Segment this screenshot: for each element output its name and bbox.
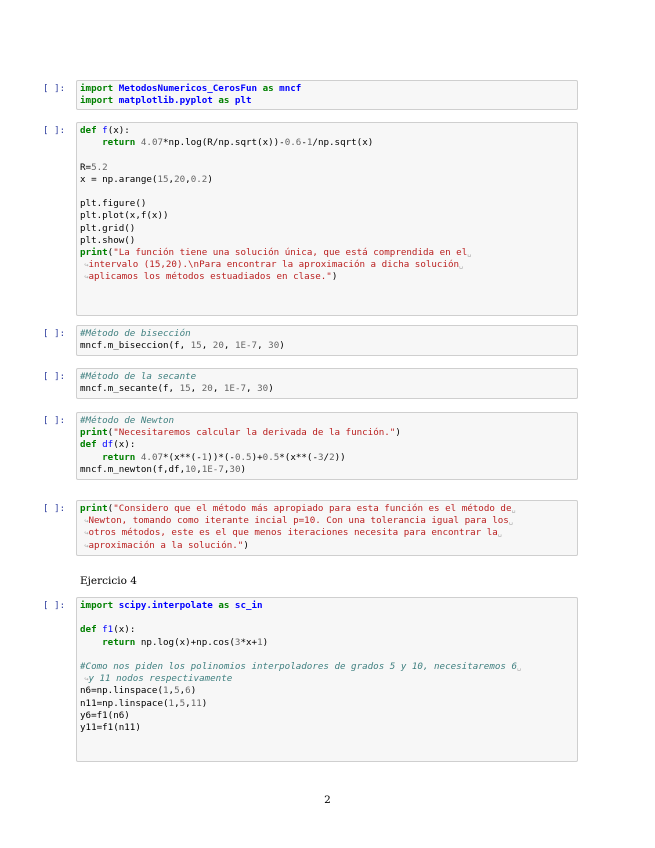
code-line (80, 503, 574, 515)
code-token: as (212, 95, 235, 107)
code-token: intervalo (15,20).\nPara encontrar la aproximación a dicha solución (88, 259, 460, 271)
code-line (80, 162, 574, 174)
code-token: 10 (185, 463, 197, 475)
code-token: 3 (318, 451, 324, 463)
code-token: )+ (251, 451, 263, 463)
code-line (80, 673, 574, 685)
code-line (80, 427, 574, 439)
code-token: ) (331, 271, 338, 283)
code-token: #Método de la secante (80, 371, 197, 382)
cell-prompt: [ ]: (43, 83, 66, 94)
code-token: otros métodos, este es el que menos iteraciones necesita para encontrar la (88, 527, 498, 539)
code-token: *(x**(- (163, 451, 202, 463)
code-token: , (185, 697, 191, 709)
code-token: , (185, 173, 191, 185)
code-line (80, 515, 574, 527)
code-token: , (257, 340, 269, 352)
code-body[interactable] (80, 371, 574, 395)
code-token: df (102, 439, 114, 451)
code-cell-imports[interactable] (43, 80, 578, 110)
code-token: mncf.m_biseccion(f, (80, 340, 191, 352)
code-cell-newton[interactable] (43, 412, 578, 480)
code-line (80, 600, 574, 612)
code-token: aplicamos los métodos estuadiados en clase." (88, 271, 332, 283)
code-line (80, 685, 574, 697)
cell-prompt: [ ]: (43, 600, 66, 611)
code-token: 30 (229, 463, 241, 475)
code-line (80, 661, 574, 673)
code-token: plt.show() (80, 234, 136, 246)
code-token: def (80, 439, 103, 451)
code-token: matplotlib.pyplot (118, 95, 213, 107)
code-token (80, 637, 102, 648)
code-line (80, 149, 574, 161)
code-token: plt.plot(x,f(x)) (80, 210, 169, 222)
code-token (80, 137, 102, 148)
code-token: as (212, 600, 235, 611)
cell-prompt: [ ]: (43, 328, 66, 339)
code-token: 20 (212, 340, 224, 352)
code-token: 15 (179, 383, 191, 395)
code-token: scipy.interpolate (118, 600, 213, 611)
code-token: 3 (234, 636, 241, 648)
code-token: plt (234, 95, 252, 107)
code-token: print (80, 427, 108, 439)
code-line (80, 624, 574, 636)
code-line (80, 83, 574, 95)
code-line (80, 223, 574, 235)
code-token (80, 452, 102, 463)
code-token: aproximación a la solución." (88, 539, 244, 551)
code-line (80, 328, 574, 340)
code-token: 5.2 (91, 161, 108, 173)
code-line (80, 259, 574, 271)
code-body[interactable] (80, 328, 574, 352)
code-token: (x): (107, 125, 130, 136)
code-line (80, 198, 574, 210)
code-line (80, 540, 574, 552)
code-token: ␣ (497, 529, 502, 538)
code-token: ↪ (80, 675, 89, 684)
code-token: ) (201, 697, 208, 709)
code-line (80, 247, 574, 259)
code-token: f (102, 125, 108, 136)
code-token: ( (107, 246, 114, 258)
code-token: ␣ (467, 248, 472, 257)
code-token: import (80, 600, 119, 611)
code-cell-interpolate[interactable] (43, 597, 578, 762)
code-token: *(x**(- (279, 451, 318, 463)
code-token: #Como nos piden los polinomios interpoladores de grados 5 y 10, necesitaremos 6 (80, 660, 517, 672)
code-token: ) (268, 383, 274, 395)
code-token: mncf.m_secante(f, (80, 383, 180, 395)
code-token: def (80, 125, 103, 136)
code-token: , (179, 685, 186, 697)
code-token: ␣ (511, 505, 516, 513)
code-body[interactable] (80, 83, 574, 107)
code-token: )) (334, 451, 346, 463)
section-heading: Ejercicio 4 (80, 575, 137, 587)
code-line (80, 415, 574, 427)
code-token: 6 (185, 685, 191, 697)
code-body[interactable] (80, 125, 574, 283)
code-token: ↪ (80, 273, 89, 282)
code-token: 1 (257, 636, 263, 648)
code-body[interactable] (80, 415, 574, 476)
code-token: , (174, 697, 180, 709)
code-token: ) (207, 173, 213, 185)
code-token: 1E-7 (201, 463, 224, 475)
code-token: , (212, 383, 224, 395)
code-token: , (196, 463, 202, 475)
code-line (80, 95, 574, 107)
code-token: 0.5 (234, 451, 252, 463)
code-token: import (80, 83, 119, 94)
code-token: , (223, 340, 235, 352)
code-line (80, 210, 574, 222)
code-token: *x+ (240, 636, 258, 648)
code-token: ( (107, 427, 114, 439)
code-body[interactable] (80, 600, 574, 734)
code-token: ↪ (80, 517, 89, 526)
code-token: plt.grid() (80, 222, 136, 234)
code-line (80, 612, 574, 624)
code-token: return (102, 137, 141, 149)
code-token: 4.07 (140, 451, 164, 463)
code-token: 15 (157, 173, 169, 185)
cell-prompt: [ ]: (43, 503, 66, 514)
code-token: (x): (113, 439, 136, 451)
code-token: "La función tiene una solución única, que está comprendida en el (113, 246, 468, 258)
code-token: y6=f1(n6) (80, 709, 130, 721)
code-line (80, 722, 574, 734)
code-token: 1E-7 (234, 340, 258, 352)
code-token: plt.figure() (80, 198, 147, 210)
code-token: ) (395, 427, 401, 439)
code-token: , (168, 173, 175, 185)
code-token: 15 (190, 340, 202, 352)
code-line (80, 710, 574, 722)
code-token: , (246, 383, 258, 395)
code-token: 11 (190, 697, 202, 709)
code-line (80, 340, 574, 352)
code-token: 0.2 (190, 173, 208, 185)
code-token: MetodosNumericos_CerosFun (118, 83, 258, 94)
code-token: y 11 nodos respectivamente (88, 673, 233, 685)
code-token: 5 (174, 685, 180, 697)
code-token: R= (80, 161, 92, 173)
code-line (80, 698, 574, 710)
code-token: 0.6 (284, 137, 302, 149)
code-token: ↪ (80, 529, 89, 538)
code-cell-function-plot[interactable] (43, 122, 578, 316)
code-token: (x): (113, 624, 136, 636)
code-token: 30 (257, 383, 269, 395)
code-token: 1 (168, 697, 175, 709)
code-token: ↪ (80, 261, 89, 270)
code-token: 1 (162, 685, 169, 697)
code-token: ␣ (516, 662, 522, 671)
code-line (80, 383, 574, 395)
code-token: ) (262, 636, 269, 648)
code-token: import (80, 95, 119, 107)
code-line (80, 125, 574, 137)
code-line (80, 174, 574, 186)
code-token: ) (243, 539, 249, 551)
code-token: ) (190, 685, 197, 697)
code-token: print (80, 503, 108, 514)
code-line (80, 235, 574, 247)
code-line (80, 637, 574, 649)
code-line (80, 527, 574, 539)
code-token: print (80, 246, 108, 258)
code-line (80, 271, 574, 283)
code-token: ↪ (80, 541, 89, 550)
code-body[interactable] (80, 503, 574, 552)
code-line (80, 464, 574, 476)
code-line (80, 371, 574, 383)
code-token: 30 (268, 340, 280, 352)
code-token: sc_in (234, 600, 263, 611)
code-cell-biseccion[interactable] (43, 325, 578, 356)
code-token: ␣ (508, 517, 514, 526)
code-token: /np.sqrt(x) (312, 137, 374, 149)
code-line (80, 137, 574, 149)
code-line (80, 649, 574, 661)
cell-prompt: [ ]: (43, 125, 66, 136)
code-token: , (190, 383, 202, 395)
code-token: #Método de Newton (80, 415, 175, 426)
code-token: def (80, 624, 103, 636)
code-token: mncf (279, 83, 302, 94)
code-token: , (168, 685, 175, 697)
page-number: 2 (324, 794, 331, 806)
code-line (80, 452, 574, 464)
code-token: "Considero que el método más apropiado para esta función es el método de (113, 503, 512, 514)
code-token: as (257, 83, 280, 94)
code-token: #Método de bisección (80, 328, 191, 339)
code-token: 2 (329, 451, 335, 463)
code-line (80, 186, 574, 198)
code-token: 1E-7 (223, 383, 247, 395)
code-token: ) (240, 463, 247, 475)
code-line (80, 439, 574, 451)
code-token: Newton, tomando como iterante incial p=10. Con una tolerancia igual para los (88, 515, 509, 527)
cell-prompt: [ ]: (43, 415, 66, 426)
code-token: return (102, 451, 141, 463)
code-token: ))*(- (207, 451, 235, 463)
code-token: 20 (201, 383, 213, 395)
code-token: *np.log(R/np.sqrt(x))- (163, 137, 285, 149)
code-token: f1 (102, 624, 114, 636)
code-token: x = np.arange( (80, 173, 158, 185)
code-token: / (323, 451, 330, 463)
code-token: np.log(x)+np.cos( (140, 636, 235, 648)
code-token: 1 (201, 451, 208, 463)
code-token: 1 (306, 137, 313, 149)
code-token: , (201, 340, 213, 352)
code-token: 20 (174, 173, 186, 185)
code-token: ( (107, 503, 114, 514)
code-token: 5 (179, 697, 186, 709)
code-cell-conclusion[interactable] (43, 500, 578, 556)
code-token: 0.5 (262, 451, 280, 463)
code-token: n11=np.linspace( (80, 697, 169, 709)
code-token: ) (279, 340, 285, 352)
code-token: y11=f1(n11) (80, 721, 141, 733)
cell-prompt: [ ]: (43, 371, 66, 382)
code-token: , (223, 463, 230, 475)
code-token: - (301, 137, 307, 149)
code-token: return (102, 636, 141, 648)
code-token: ␣ (459, 261, 464, 270)
code-token: "Necesitaremos calcular la derivada de la función." (113, 427, 396, 439)
code-token: n6=np.linspace( (80, 685, 163, 697)
code-cell-secante[interactable] (43, 368, 578, 399)
code-token: mncf.m_newton(f,df, (80, 463, 186, 475)
code-token: 4.07 (140, 137, 164, 149)
